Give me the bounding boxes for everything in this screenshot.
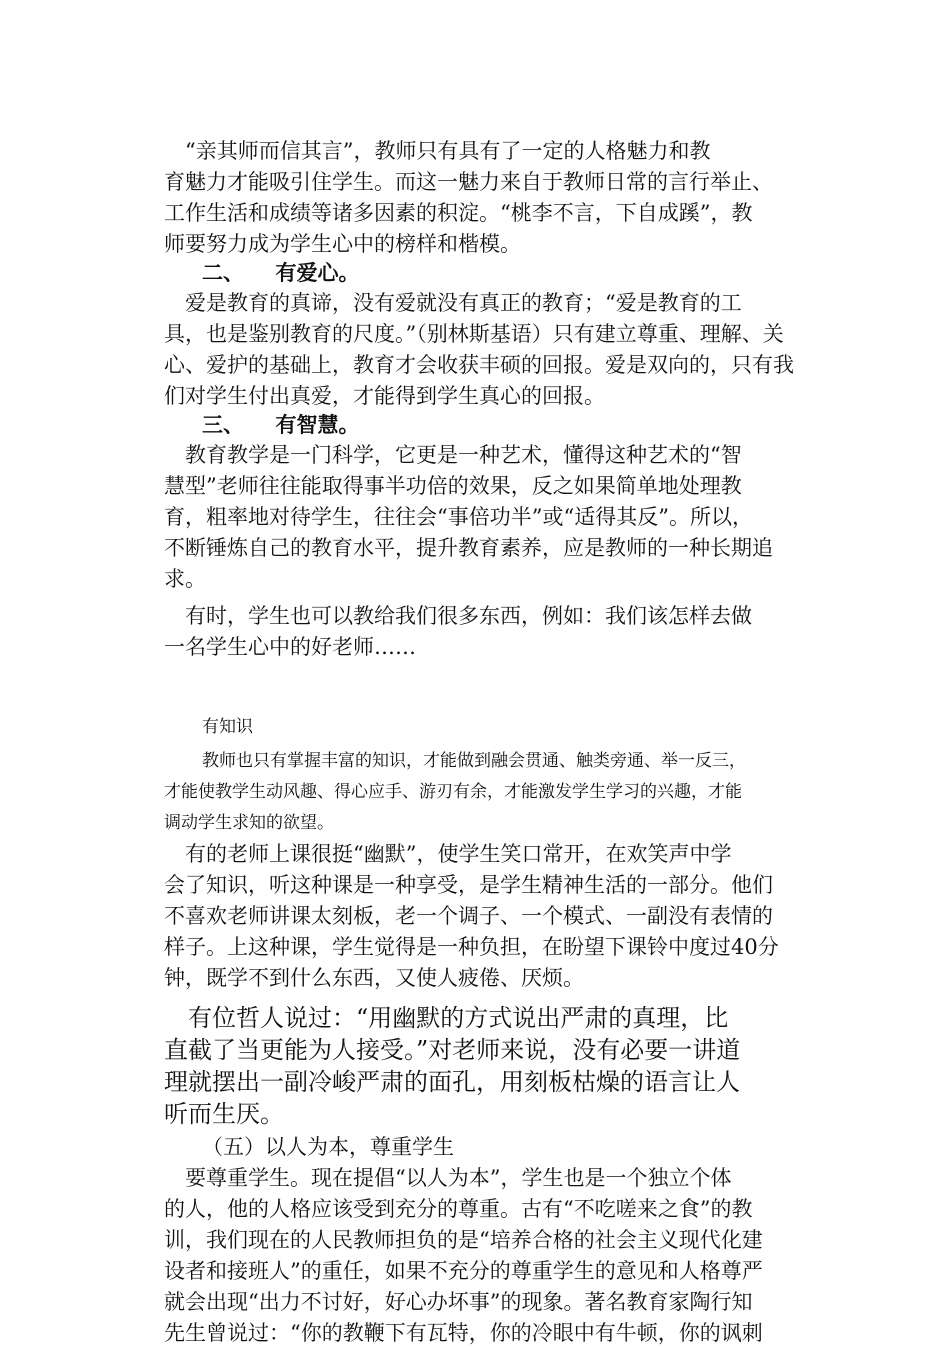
text-line: 样子。上这种课，学生觉得是一种负担，在盼望下课铃中度过40分	[164, 935, 779, 959]
text-line: 教育教学是一门科学，它更是一种艺术，懂得这种艺术的“智	[164, 443, 742, 467]
text-line: 慧型”老师往往能取得事半功倍的效果，反之如果简单地处理教	[164, 474, 742, 498]
text-line: 理就摆出一副冷峻严肃的面孔，用刻板枯燥的语言让人	[164, 1068, 740, 1096]
text-line: 求。	[164, 567, 206, 591]
text-line: 的人，他的人格应该受到充分的尊重。古有“不吃嗟来之食”的教	[164, 1197, 753, 1221]
text-line: 钟，既学不到什么东西，又使人疲倦、厌烦。	[164, 966, 584, 990]
text-line: 师要努力成为学生心中的榜样和楷模。	[164, 232, 521, 256]
text-line: 不断锤炼自己的教育水平，提升教育素养，应是教师的一种长期追	[164, 536, 773, 560]
text-line: 有时，学生也可以教给我们很多东西，例如：我们该怎样去做	[164, 604, 752, 628]
text-line: 育，粗率地对待学生，往往会“事倍功半”或“适得其反”。所以，	[164, 505, 753, 529]
text-line: 要尊重学生。现在提倡“以人为本”，学生也是一个独立个体	[164, 1166, 732, 1190]
text-line: 一名学生心中的好老师……	[164, 635, 416, 659]
text-line: 先生曾说过：“你的教鞭下有瓦特，你的冷眼中有牛顿，你的讽刺	[164, 1321, 763, 1345]
text-line: 爱是教育的真谛，没有爱就没有真正的教育；“爱是教育的工	[164, 291, 742, 315]
text-line: “亲其师而信其言”，教师只有具有了一定的人格魅力和教	[164, 139, 711, 163]
text-line: 教师也只有掌握丰富的知识，才能做到融会贯通、触类旁通、举一反三，	[202, 751, 746, 771]
text-line: 具，也是鉴别教育的尺度。”（别林斯基语）只有建立尊重、理解、关	[164, 322, 784, 346]
text-line: 直截了当更能为人接受。”对老师来说，没有必要一讲道	[164, 1036, 741, 1064]
text-line: 就会出现“出力不讨好，好心办坏事”的现象。著名教育家陶行知	[164, 1290, 753, 1314]
text-line: 心、爱护的基础上，教育才会收获丰硕的回报。爱是双向的，只有我	[164, 353, 794, 377]
text-line: 训，我们现在的人民教师担负的是“培养合格的社会主义现代化建	[164, 1228, 763, 1252]
text-line: （五）以人为本，尊重学生	[202, 1135, 454, 1159]
text-line: 会了知识，听这种课是一种享受，是学生精神生活的一部分。他们	[164, 873, 773, 897]
text-line: 设者和接班人”的重任，如果不充分的尊重学生的意见和人格尊严	[164, 1259, 763, 1283]
text-line: 工作生活和成绩等诸多因素的积淀。“桃李不言，下自成蹊”，教	[164, 201, 753, 225]
text-line: 听而生厌。	[164, 1100, 284, 1128]
text-line: 有位哲人说过：“用幽默的方式说出严肃的真理，比	[164, 1004, 729, 1032]
section-heading: 三、 有智慧。	[202, 412, 360, 437]
section-heading: 二、 有爱心。	[202, 260, 360, 285]
text-line: 有知识	[202, 717, 253, 737]
text-line: 调动学生求知的欲望。	[164, 813, 334, 833]
text-line: 不喜欢老师讲课太刻板，老一个调子、一个模式、一副没有表情的	[164, 904, 773, 928]
text-line: 们对学生付出真爱，才能得到学生真心的回报。	[164, 384, 605, 408]
text-line: 育魅力才能吸引住学生。而这一魅力来自于教师日常的言行举止、	[164, 170, 773, 194]
text-line: 有的老师上课很挺“幽默”，使学生笑口常开，在欢笑声中学	[164, 842, 732, 866]
text-line: 才能使教学生动风趣、得心应手、游刃有余，才能激发学生学习的兴趣，才能	[164, 782, 742, 802]
